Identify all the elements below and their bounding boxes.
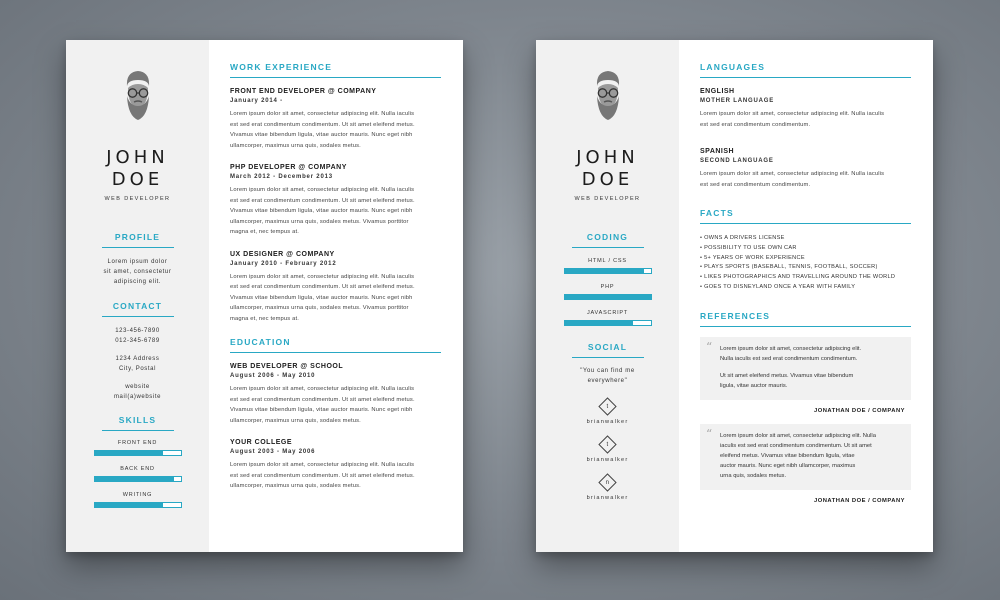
job-date: January 2014 - — [230, 98, 283, 104]
education-heading: EDUCATION — [230, 337, 441, 353]
social-handle[interactable]: brianwalker — [586, 495, 629, 501]
job-entry — [230, 164, 441, 238]
coding-label: JAVASCRIPT — [586, 310, 629, 316]
coding-bar — [564, 268, 652, 274]
desc-line: Lorem ipsum dolor sit amet, consectetur adipiscing elit. Nulla iaculis — [230, 273, 415, 280]
coding-bar-fill — [565, 295, 651, 299]
education-date: August 2006 - May 2010 — [230, 373, 316, 379]
avatar-icon — [588, 68, 628, 130]
language-description — [700, 169, 911, 190]
social-tagline-line: "You can find me — [580, 368, 635, 374]
ref-line: Lorem ipsum dolor sit amet, consectetur adipiscing elit. — [720, 345, 862, 352]
social-account[interactable] — [587, 400, 629, 425]
facts-heading: FACTS — [700, 208, 911, 224]
profile-line: Lorem ipsum dolor — [107, 259, 168, 265]
social-heading: SOCIAL — [572, 342, 644, 358]
contact-address: 1234 Address — [115, 356, 160, 362]
education-description — [230, 384, 441, 426]
fact-item: • 5+ YEARS OF WORK EXPERIENCE — [700, 254, 805, 261]
social-account[interactable] — [587, 438, 629, 463]
reference-card — [700, 424, 911, 490]
facts-list — [700, 234, 911, 293]
name-last: DOE — [111, 169, 164, 190]
education-entry — [230, 363, 441, 426]
skill-bar-fill — [95, 451, 164, 455]
reference-text — [720, 344, 903, 391]
desc-line: ullamcorper, maximus urna quis, sodales metus. — [230, 483, 361, 489]
network-icon[interactable] — [598, 473, 616, 491]
desc-line: ullamcorper, maximus urna quis, sodales metus. — [230, 417, 361, 424]
desc-line: est sed erat condimentum condimentum. Ut sit amet eleifend metus. — [230, 396, 415, 403]
contact-phone: 012-345-6789 — [115, 338, 160, 344]
tumblr-icon[interactable] — [598, 435, 616, 453]
education-description — [230, 460, 441, 492]
skill-bar — [94, 502, 182, 508]
desc-line: Vivamus vitae bibendum ligula, vitae auctor mauris. Nunc eget nibh — [230, 208, 413, 214]
social-tagline-line: everywhere" — [587, 378, 628, 384]
desc-line: Vivamus vitae bibendum ligula, vitae auctor mauris. Nunc eget nibh — [230, 132, 413, 138]
ref-line: Nulla iaculis est sed erat condimentum condimentum. — [720, 355, 858, 362]
skills-heading: SKILLS — [102, 415, 174, 431]
coding-bar-fill — [565, 269, 644, 273]
desc-line: ullamcorper, maximus urna quis, sodales metus. — [230, 142, 361, 149]
ref-line: iaculis est sed erat condimentum condimentum. Ut sit amet — [720, 442, 872, 449]
desc-line: ullamcorper, maximus urna quis, sodales metus. Vivamus porttitor — [230, 218, 409, 225]
education-date: August 2003 - May 2006 — [230, 449, 316, 455]
desc-line: Lorem ipsum dolor sit amet, consectetur adipiscing elit. Nulla iaculis — [230, 111, 415, 117]
ref-line: urna quis, sodales metus. — [720, 472, 787, 479]
social-account[interactable] — [587, 476, 629, 501]
job-date: March 2012 - December 2013 — [230, 174, 333, 180]
job-entry — [230, 251, 441, 325]
desc-line: est sed erat condimentum condimentum. Ut sit amet eleifend metus. — [230, 472, 415, 479]
profile-heading: PROFILE — [102, 232, 174, 248]
language-name: SPANISH — [700, 148, 735, 155]
resume-page-right — [536, 40, 933, 552]
coding-label: PHP — [600, 284, 615, 290]
desc-line: Lorem ipsum dolor sit amet, consectetur adipiscing elit. Nulla iaculis — [230, 462, 415, 468]
ref-line: auctor mauris. Nunc eget nibh ullamcorper, maximus — [720, 462, 856, 469]
desc-line: Vivamus vitae bibendum ligula, vitae auctor mauris. Nunc eget nibh — [230, 407, 413, 413]
reference-author: JONATHAN DOE / COMPANY — [814, 407, 905, 414]
quote-icon: “ — [706, 426, 713, 441]
social-handle[interactable]: brianwalker — [586, 419, 629, 425]
network-icon-glyph: n — [605, 479, 610, 486]
skill-label: WRITING — [122, 492, 153, 498]
language-name: ENGLISH — [700, 88, 735, 95]
job-description — [230, 185, 441, 238]
job-date: January 2010 - February 2012 — [230, 260, 337, 267]
language-entry — [700, 148, 911, 190]
profile-text — [104, 257, 172, 287]
job-entry — [230, 88, 441, 151]
reference-card — [700, 337, 911, 400]
sidebar — [536, 40, 679, 552]
job-role: WEB DEVELOPER — [574, 196, 641, 202]
twitter-icon[interactable] — [598, 397, 616, 415]
desc-line: ullamcorper, maximus urna quis, sodales metus. Vivamus porttitor — [230, 305, 409, 311]
fact-item: • GOES TO DISNEYLAND ONCE A YEAR WITH FAMILY — [700, 283, 856, 290]
profile-line: adipiscing elit. — [113, 279, 162, 285]
education-entry — [230, 439, 441, 492]
job-title: FRONT END DEVELOPER @ COMPANY — [230, 88, 377, 95]
name-first: JOHN — [106, 147, 169, 168]
job-role: WEB DEVELOPER — [104, 196, 171, 202]
fact-item: • POSSIBILITY TO USE OWN CAR — [700, 244, 797, 251]
job-title: UX DESIGNER @ COMPANY — [230, 250, 335, 258]
fact-item: • LIKES PHOTOGRAPHICS AND TRAVELLING AROUND THE WORLD — [700, 274, 896, 281]
fact-item: • OWNS A DRIVERS LICENSE — [700, 235, 785, 241]
skill-bar-fill — [95, 503, 164, 507]
contact-phone: 123-456-7890 — [115, 328, 160, 334]
quote-icon: “ — [706, 339, 713, 354]
social-tagline — [580, 366, 635, 386]
fact-item: • PLAYS SPORTS (BASEBALL, TENNIS, FOOTBALL, SOCCER) — [700, 264, 878, 271]
coding-heading: CODING — [572, 232, 644, 248]
desc-line: Lorem ipsum dolor sit amet, consectetur adipiscing elit. Nulla iaculis — [230, 187, 415, 193]
ref-line: eleifend metus. Vivamus vitae bibendum ligula, vitae — [720, 452, 855, 459]
job-title: PHP DEVELOPER @ COMPANY — [230, 164, 347, 171]
contact-heading: CONTACT — [102, 301, 174, 317]
job-description — [230, 272, 441, 325]
main-content — [679, 40, 933, 552]
education-title: WEB DEVELOPER @ SCHOOL — [230, 363, 344, 370]
desc-line: est sed erat condimentum condimentum. Ut sit amet eleifend metus. — [230, 197, 415, 204]
skills-list — [94, 440, 182, 508]
skill-bar — [94, 450, 182, 456]
twitter-icon-glyph: t — [606, 403, 609, 410]
social-handle[interactable]: brianwalker — [586, 457, 629, 463]
language-level: SECOND LANGUAGE — [700, 158, 774, 164]
resume-page-left — [66, 40, 463, 552]
desc-line: Lorem ipsum dolor sit amet, consectetur adipiscing elit. Nulla iaculis — [700, 111, 885, 117]
main-content — [209, 40, 463, 552]
contact-block — [114, 326, 161, 402]
desc-line: est sed erat condimentum condimentum. Ut sit amet eleifend metus. — [230, 121, 415, 128]
avatar-icon — [118, 68, 158, 130]
desc-line: magna et, nec tempus at. — [230, 229, 300, 235]
tumblr-icon-glyph: t — [606, 441, 609, 448]
reference-text — [720, 431, 903, 481]
sidebar — [66, 40, 209, 552]
ref-line: ligula, vitae auctor mauris. — [720, 382, 788, 389]
languages-heading: LANGUAGES — [700, 62, 911, 78]
desc-line: magna et, nec tempus at. — [230, 315, 300, 322]
coding-bar-fill — [565, 321, 634, 325]
language-description — [700, 109, 911, 130]
work-experience-heading: WORK EXPERIENCE — [230, 62, 441, 78]
ref-line: Ut sit amet eleifend metus. Vivamus vitae bibendum — [720, 372, 854, 379]
ref-spacer — [720, 364, 903, 371]
coding-list — [564, 258, 652, 326]
name-first: JOHN — [576, 147, 639, 168]
skill-label: BACK END — [120, 466, 155, 472]
skill-label: FRONT END — [117, 440, 158, 446]
coding-bar — [564, 294, 652, 300]
contact-email: mail(a)website — [113, 394, 162, 400]
language-level: MOTHER LANGUAGE — [700, 98, 774, 104]
desc-line: Lorem ipsum dolor sit amet, consectetur adipiscing elit. Nulla iaculis — [230, 386, 415, 392]
name-last: DOE — [581, 169, 634, 190]
profile-line: sit amet, consectetur — [103, 269, 172, 275]
skill-bar — [94, 476, 182, 482]
coding-label: HTML / CSS — [588, 258, 627, 264]
desc-line: est sed erat condimentum condimentum. — [700, 121, 811, 128]
education-title: YOUR COLLEGE — [230, 439, 293, 446]
desc-line: Vivamus vitae bibendum ligula, vitae auctor mauris. Nunc eget nibh — [230, 294, 413, 301]
job-description — [230, 109, 441, 151]
language-entry — [700, 88, 911, 130]
desc-line: Lorem ipsum dolor sit amet, consectetur adipiscing elit. Nulla iaculis — [700, 171, 885, 177]
skill-bar-fill — [95, 477, 174, 481]
reference-author: JONATHAN DOE / COMPANY — [814, 497, 905, 504]
references-heading: REFERENCES — [700, 311, 911, 327]
desc-line: est sed erat condimentum condimentum. Ut sit amet eleifend metus. — [230, 284, 415, 290]
contact-website: website — [125, 384, 150, 390]
desc-line: est sed erat condimentum condimentum. — [700, 181, 811, 188]
ref-line: Lorem ipsum dolor sit amet, consectetur adipiscing elit. Nulla — [720, 432, 876, 439]
contact-address: City, Postal — [118, 366, 157, 372]
coding-bar — [564, 320, 652, 326]
